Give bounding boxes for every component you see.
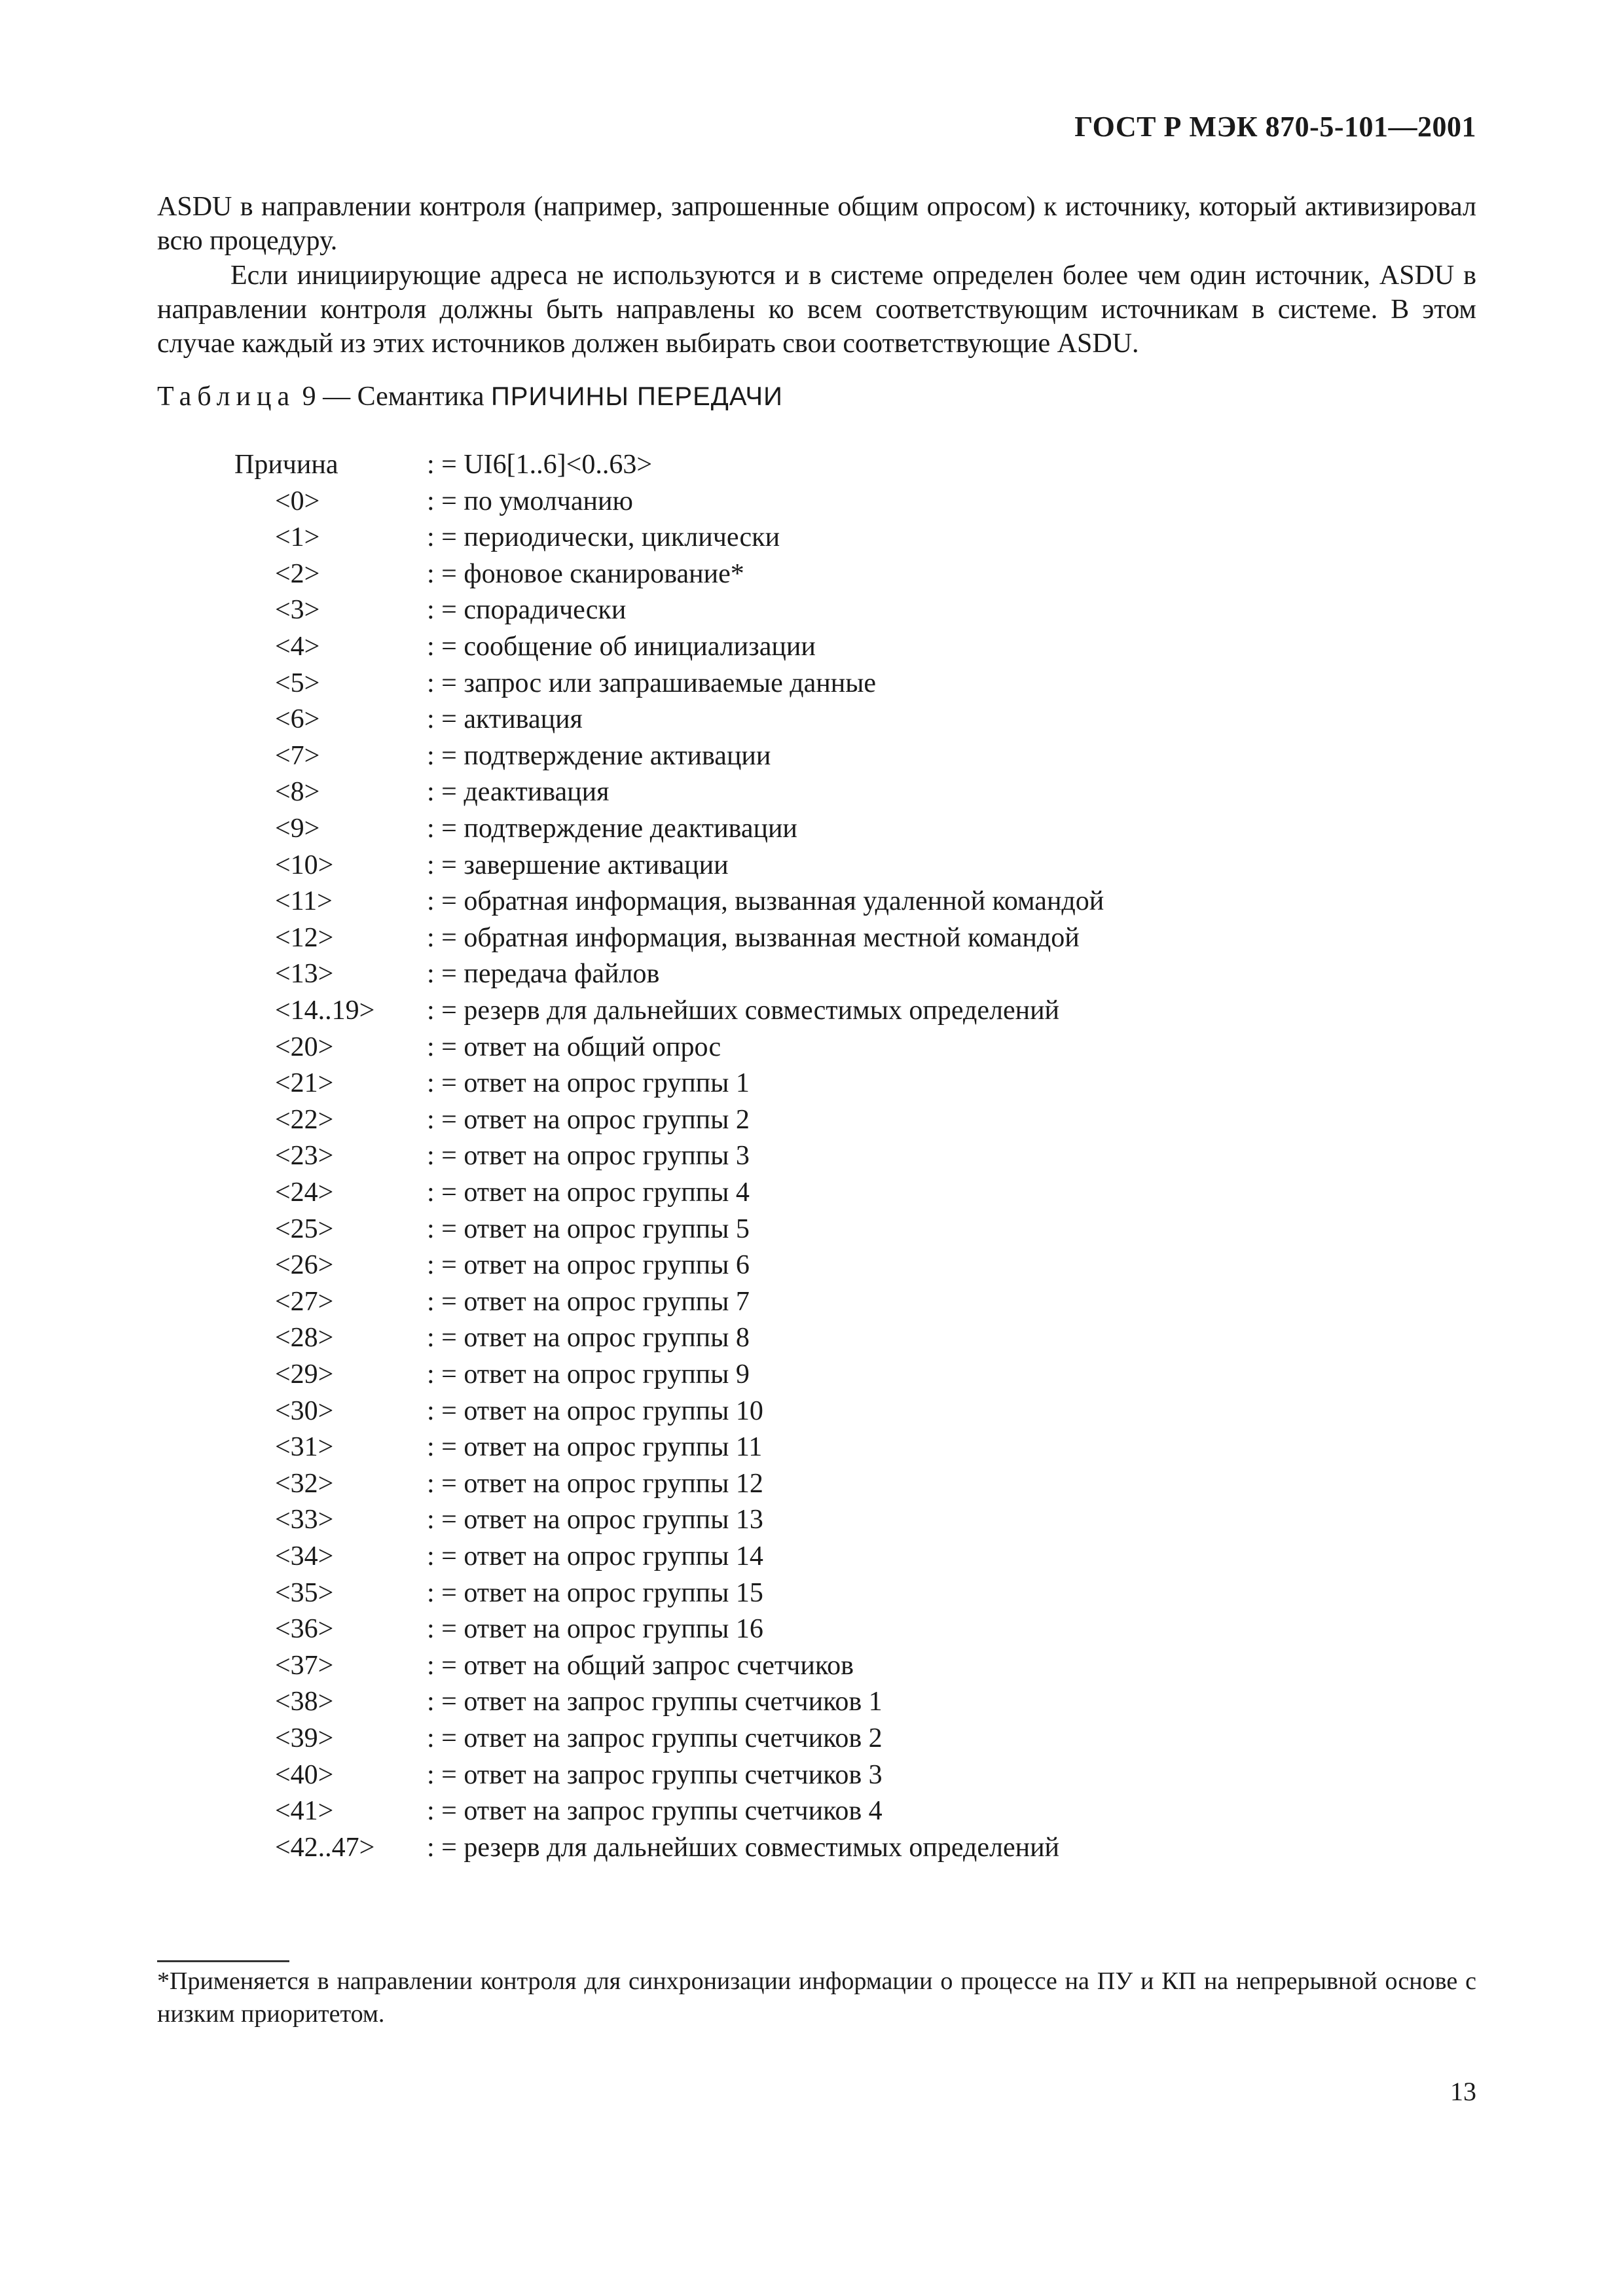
cause-definition: : = ответ на опрос группы 4 (427, 1177, 750, 1208)
cause-definition: : = подтверждение активации (427, 740, 771, 771)
table-row (0, 1247, 1623, 1283)
table-row (0, 483, 1623, 520)
cause-definition: : = ответ на опрос группы 12 (427, 1468, 763, 1499)
cause-code: <29> (275, 1359, 334, 1390)
table-row (0, 519, 1623, 556)
table-caption-dash: — (323, 382, 351, 412)
cause-code: <2> (275, 558, 320, 589)
cause-definition: : = сообщение об инициализации (427, 632, 816, 662)
table-row (0, 1501, 1623, 1538)
cause-definition: : = ответ на запрос группы счетчиков 3 (427, 1759, 883, 1790)
cause-definition: : = спорадически (427, 595, 627, 626)
cause-code: <14..19> (275, 996, 375, 1026)
cause-code: <5> (275, 668, 320, 698)
table-row (0, 883, 1623, 920)
cause-code: <9> (275, 814, 320, 844)
table-header-row (0, 446, 1623, 483)
cause-definition: : = ответ на опрос группы 6 (427, 1250, 750, 1281)
cause-code: <34> (275, 1541, 334, 1571)
cause-code: <28> (275, 1323, 334, 1354)
cause-code: <0> (275, 486, 320, 516)
cause-definition: : = ответ на опрос группы 5 (427, 1213, 750, 1244)
cause-code: <8> (275, 777, 320, 808)
document-header: ГОСТ Р МЭК 870-5-101—2001 (1074, 111, 1476, 143)
table-header-code: Причина (234, 450, 338, 480)
table-row (0, 1829, 1623, 1866)
cause-code: <10> (275, 850, 334, 880)
table-row (0, 1757, 1623, 1793)
cause-code: <40> (275, 1759, 334, 1790)
cause-code: <7> (275, 740, 320, 771)
cause-definition: : = ответ на опрос группы 15 (427, 1577, 763, 1608)
table-row (0, 1211, 1623, 1247)
table-row (0, 1174, 1623, 1211)
cause-definition: : = ответ на опрос группы 11 (427, 1432, 763, 1463)
cause-code: <4> (275, 632, 320, 662)
table-row (0, 1319, 1623, 1356)
cause-code: <33> (275, 1505, 334, 1535)
table-row (0, 1647, 1623, 1684)
table-caption (157, 381, 783, 412)
cause-definition: : = периодически, циклически (427, 522, 780, 553)
cause-definition: : = ответ на опрос группы 7 (427, 1286, 750, 1317)
table-row (0, 847, 1623, 884)
cause-code: <24> (275, 1177, 334, 1208)
table-row (0, 556, 1623, 592)
table-row (0, 1029, 1623, 1066)
cause-code: <23> (275, 1141, 334, 1172)
cause-definition: : = ответ на опрос группы 2 (427, 1104, 750, 1135)
table-row (0, 592, 1623, 628)
cause-definition: : = ответ на запрос группы счетчиков 2 (427, 1723, 883, 1753)
cause-code: <25> (275, 1213, 334, 1244)
cause-definition: : = активация (427, 704, 583, 735)
table-row (0, 1138, 1623, 1174)
body-paragraph-1: ASDU в направлении контроля (например, запрошенные общим опросом) к источнику, который активизировал всю процедуру. (157, 192, 1476, 256)
cause-definition: : = ответ на опрос группы 13 (427, 1505, 763, 1535)
table-row (0, 1356, 1623, 1393)
cause-code: <12> (275, 922, 334, 953)
cause-definition: : = завершение активации (427, 850, 729, 880)
cause-definition: : = обратная информация, вызванная удаленной командой (427, 886, 1104, 917)
table-row (0, 992, 1623, 1029)
table-caption-number: 9 (302, 382, 316, 412)
table-row (0, 1683, 1623, 1720)
cause-definition: : = ответ на опрос группы 14 (427, 1541, 763, 1571)
cause-code: <32> (275, 1468, 334, 1499)
cause-code: <26> (275, 1250, 334, 1281)
table-row (0, 701, 1623, 738)
table-row (0, 1538, 1623, 1575)
cause-definition: : = обратная информация, вызванная местной командой (427, 922, 1080, 953)
table-row (0, 1102, 1623, 1138)
cause-code: <13> (275, 959, 334, 990)
page-number: 13 (1450, 2077, 1476, 2106)
table-row (0, 1793, 1623, 1829)
cause-code: <37> (275, 1650, 334, 1681)
cause-definition: : = передача файлов (427, 959, 660, 990)
table-row (0, 1575, 1623, 1611)
cause-code: <39> (275, 1723, 334, 1753)
table-caption-title-prefix: Семантика (357, 382, 484, 412)
footnote: *Применяется в направлении контроля для синхронизации информации о процессе на ПУ и КП на непрерывной основе с низким приоритетом. (157, 1967, 1476, 2028)
footnote-divider (157, 1960, 289, 1962)
cause-definition: : = ответ на общий запрос счетчиков (427, 1650, 854, 1681)
cause-code: <42..47> (275, 1832, 375, 1863)
cause-code: <30> (275, 1395, 334, 1426)
body-paragraph-2: Если инициирующие адреса не используются и в системе определен более чем один источник, ASDU в направлении контроля должны быть направлены ко всем соответствующим источникам в системе. В этом случае каждый из этих источников должен выбирать свои соответствующие ASDU. (157, 260, 1476, 359)
cause-definition: : = по умолчанию (427, 486, 633, 516)
table-caption-title-caps: ПРИЧИНЫ ПЕРЕДАЧИ (490, 382, 783, 411)
cause-definition: : = резерв для дальнейших совместимых определений (427, 996, 1060, 1026)
cause-definition: : = запрос или запрашиваемые данные (427, 668, 877, 698)
cause-definition: : = ответ на запрос группы счетчиков 1 (427, 1687, 883, 1717)
cause-definition: : = резерв для дальнейших совместимых определений (427, 1832, 1060, 1863)
table-header-def: : = UI6[1..6]<0..63> (427, 450, 653, 480)
cause-code: <35> (275, 1577, 334, 1608)
table-row (0, 628, 1623, 665)
cause-definition: : = ответ на опрос группы 9 (427, 1359, 750, 1390)
table-row (0, 1065, 1623, 1102)
cause-code: <20> (275, 1031, 334, 1062)
cause-code: <36> (275, 1614, 334, 1645)
cause-definition: : = деактивация (427, 777, 610, 808)
table-row (0, 1465, 1623, 1502)
table-row (0, 1393, 1623, 1429)
cause-code: <3> (275, 595, 320, 626)
table-caption-word: Таблица (157, 382, 296, 412)
cause-definition: : = ответ на опрос группы 1 (427, 1068, 750, 1099)
table-row (0, 1611, 1623, 1647)
cause-code: <22> (275, 1104, 334, 1135)
cause-code: <1> (275, 522, 320, 553)
cause-definition: : = подтверждение деактивации (427, 814, 797, 844)
cause-definition: : = ответ на запрос группы счетчиков 4 (427, 1796, 883, 1827)
cause-definition: : = ответ на опрос группы 16 (427, 1614, 763, 1645)
cause-code: <21> (275, 1068, 334, 1099)
table-row (0, 738, 1623, 774)
table-row (0, 1720, 1623, 1757)
cause-definition: : = ответ на опрос группы 10 (427, 1395, 763, 1426)
table-row (0, 1283, 1623, 1320)
cause-code: <6> (275, 704, 320, 735)
cause-definition: : = ответ на опрос группы 3 (427, 1141, 750, 1172)
table-row (0, 920, 1623, 956)
table-row (0, 956, 1623, 992)
cause-code: <11> (275, 886, 333, 917)
table-row (0, 810, 1623, 847)
table-row (0, 774, 1623, 810)
cause-code: <31> (275, 1432, 334, 1463)
table-row (0, 665, 1623, 702)
cause-code: <27> (275, 1286, 334, 1317)
cause-definition: : = ответ на общий опрос (427, 1031, 721, 1062)
cause-definition: : = фоновое сканирование* (427, 558, 744, 589)
cause-code: <38> (275, 1687, 334, 1717)
cause-definition: : = ответ на опрос группы 8 (427, 1323, 750, 1354)
table-row (0, 1429, 1623, 1465)
cause-code: <41> (275, 1796, 334, 1827)
